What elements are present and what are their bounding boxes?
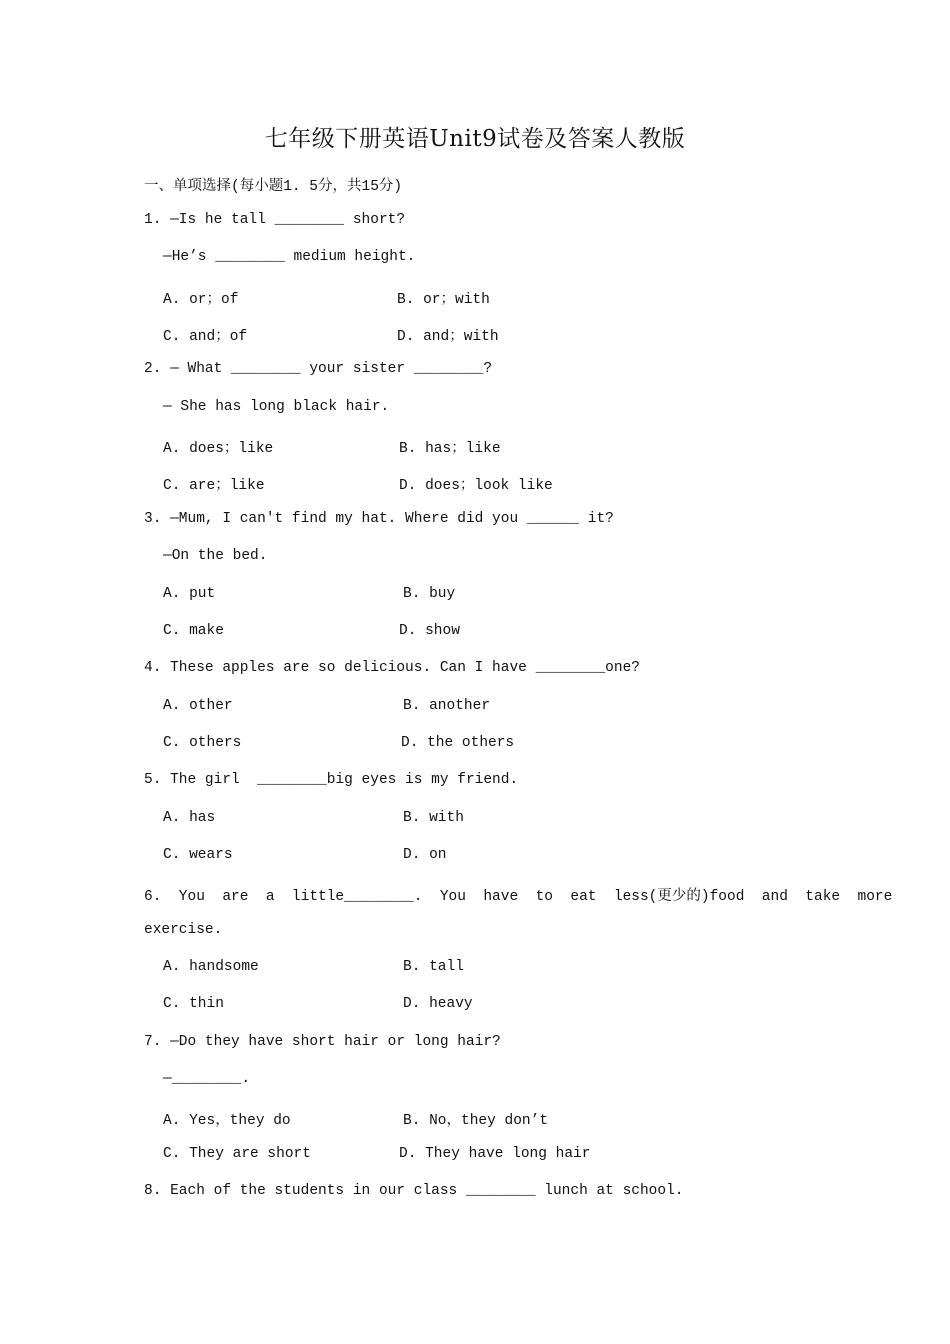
page-title: 七年级下册英语Unit9试卷及答案人教版 [264,126,686,152]
question-7-stem: 7. —Do they have short hair or long hair? [144,1034,501,1050]
question-1-option-d: D. and；with [397,329,499,345]
question-7-option-b: B. No，they don’t [403,1113,549,1129]
question-4-option-a: A. other [163,698,233,714]
question-5-option-c: C. wears [163,847,233,863]
question-7-option-d: D. They have long hair [399,1146,591,1162]
question-2-option-c: C. are；like [163,478,265,494]
question-5-option-d: D. on [403,847,447,863]
question-1-reply: —He’s ________ medium height. [163,249,416,265]
question-6-stem-continued: exercise. [144,922,223,938]
question-4-option-c: C. others [163,735,242,751]
question-3-option-b: B. buy [403,586,456,602]
question-2-option-a: A. does；like [163,441,274,457]
question-3-reply: —On the bed. [163,548,268,564]
question-2-option-d: D. does；look like [399,478,553,494]
question-7-option-a: A. Yes，they do [163,1113,291,1129]
question-7-option-c: C. They are short [163,1146,311,1162]
question-6-option-b: B. tall [403,959,464,975]
question-6-option-d: D. heavy [403,996,473,1012]
question-1-stem: 1. —Is he tall ________ short? [144,212,406,228]
question-4-option-b: B. another [403,698,491,714]
question-7-reply: —________. [163,1071,251,1087]
question-3-option-a: A. put [163,586,216,602]
question-3-stem: 3. —Mum, I can't find my hat. Where did you ______ it? [144,511,614,527]
question-3-option-d: D. show [399,623,460,639]
question-4-option-d: D. the others [401,735,515,751]
question-6-option-c: C. thin [163,996,224,1012]
question-5-option-a: A. has [163,810,216,826]
question-4-stem: 4. These apples are so delicious. Can I have ________one? [144,660,640,676]
question-2-reply: — She has long black hair. [163,399,390,415]
question-2-stem: 2. — What ________ your sister ________? [144,361,493,377]
section-heading: 一、单项选择(每小题1. 5分，共15分) [144,179,403,195]
question-2-option-b: B. has；like [399,441,501,457]
question-3-option-c: C. make [163,623,224,639]
question-1-option-b: B. or；with [397,292,490,308]
question-6-option-a: A. handsome [163,959,259,975]
question-1-option-c: C. and；of [163,329,248,345]
question-8-stem: 8. Each of the students in our class ________ lunch at school. [144,1183,684,1199]
question-5-option-b: B. with [403,810,464,826]
question-6-stem: 6. You are a little________. You have to eat less(更少的)food and take more [144,889,893,905]
question-1-option-a: A. or；of [163,292,239,308]
question-5-stem: 5. The girl ________big eyes is my friend. [144,772,519,788]
